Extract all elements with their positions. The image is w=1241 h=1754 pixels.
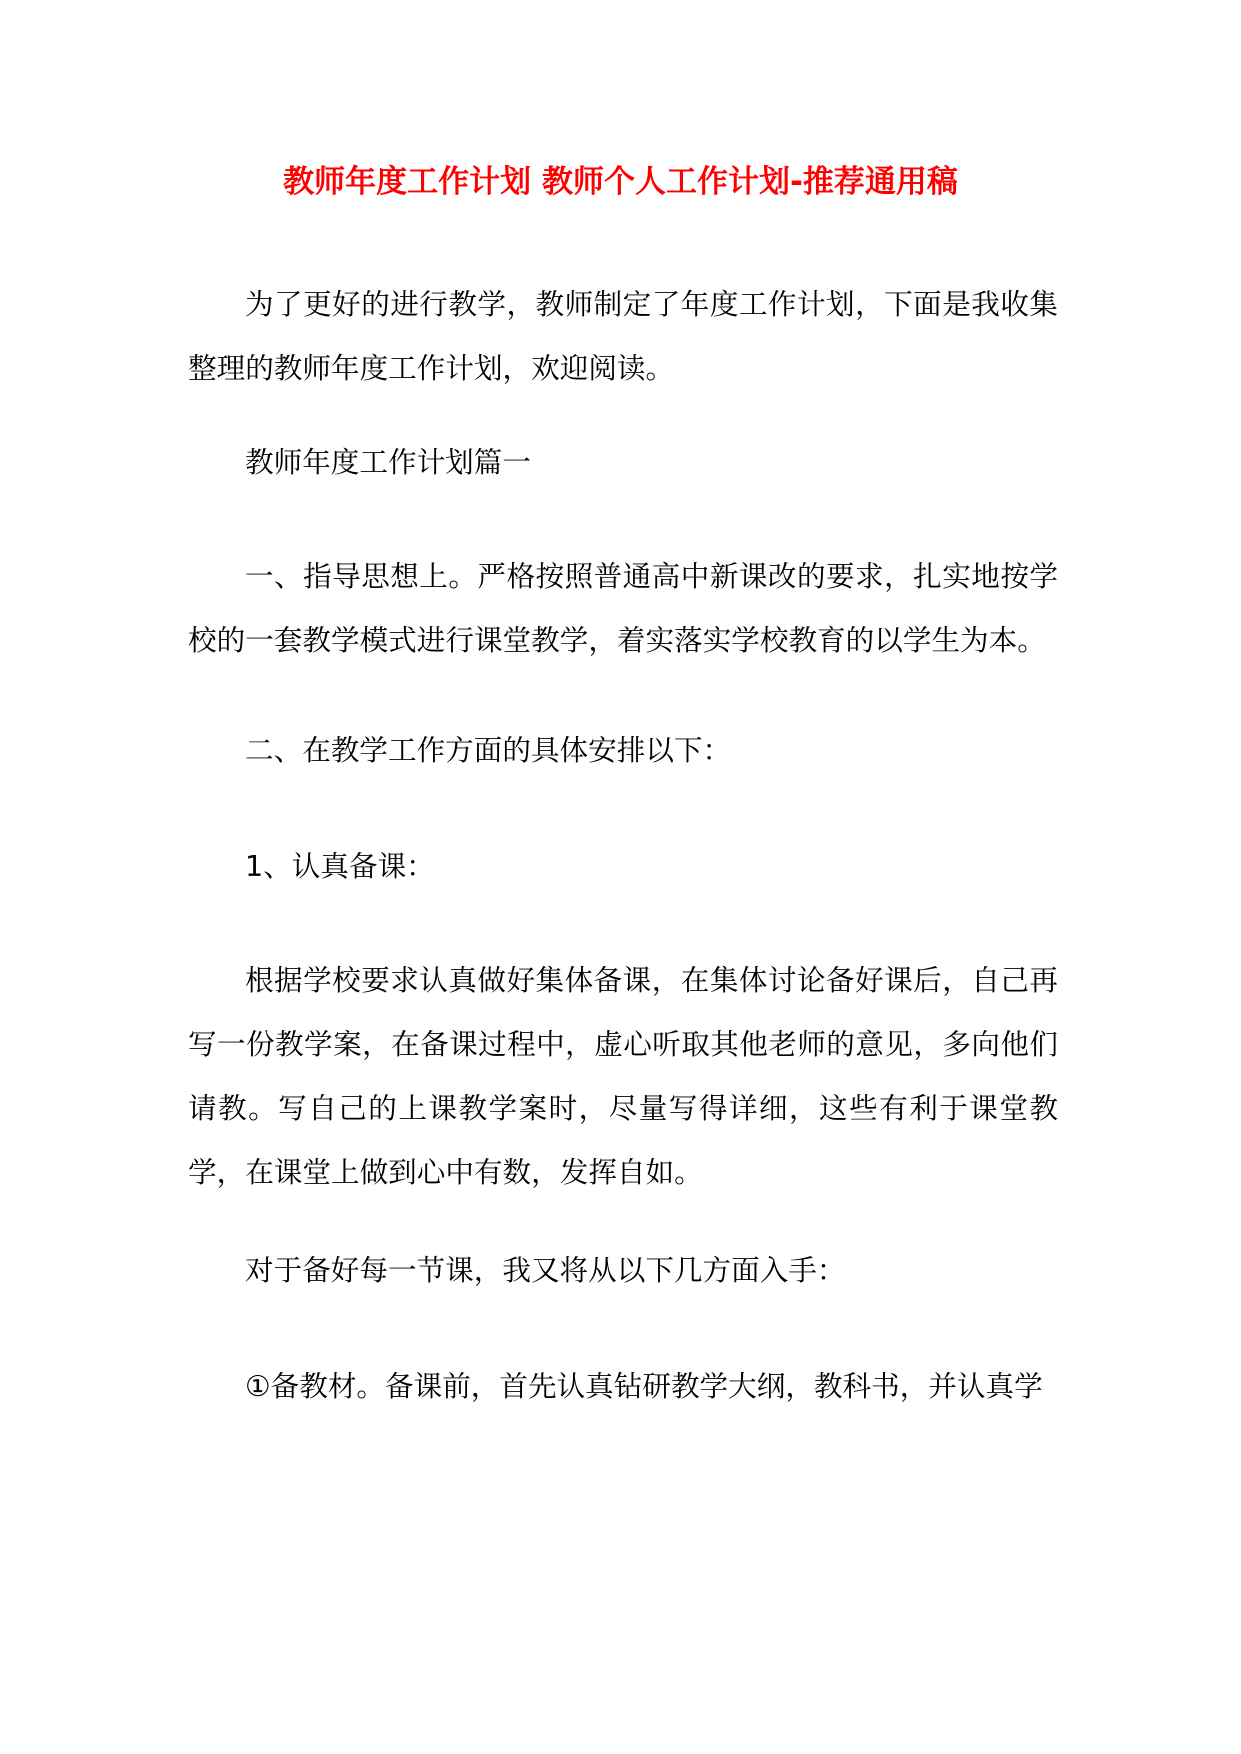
document-title: 教师年度工作计划 教师个人工作计划-推荐通用稿 xyxy=(283,164,958,200)
paragraph-guiding-thought: 一、指导思想上。严格按照普通高中新课改的要求，扎实地按学校的一套教学模式进行课堂教学，着实落实学校教育的以学生为本。 xyxy=(188,559,1058,657)
paragraph-collective-prep: 根据学校要求认真做好集体备课，在集体讨论备好课后，自己再写一份教学案，在备课过程中，虚心听取其他老师的意见，多向他们请教。写自己的上课教学案时，尽量写得详细，这些有利于课堂教学，在课堂上做到心中有数，发挥自如。 xyxy=(188,963,1058,1189)
section-heading: 教师年度工作计划篇一 xyxy=(245,445,531,479)
paragraph-approach: 对于备好每一节课，我又将从以下几方面入手： xyxy=(245,1253,846,1287)
paragraph-intro: 为了更好的进行教学，教师制定了年度工作计划，下面是我收集整理的教师年度工作计划，欢迎阅读。 xyxy=(188,287,1058,385)
list-item-prepare-lessons: 1、认真备课： xyxy=(245,849,435,883)
paragraph-prepare-materials: ①备教材。备课前，首先认真钻研教学大纲，教科书，并认真学 xyxy=(245,1369,1043,1403)
paragraph-teaching-arrangement: 二、在教学工作方面的具体安排以下： xyxy=(245,733,732,767)
